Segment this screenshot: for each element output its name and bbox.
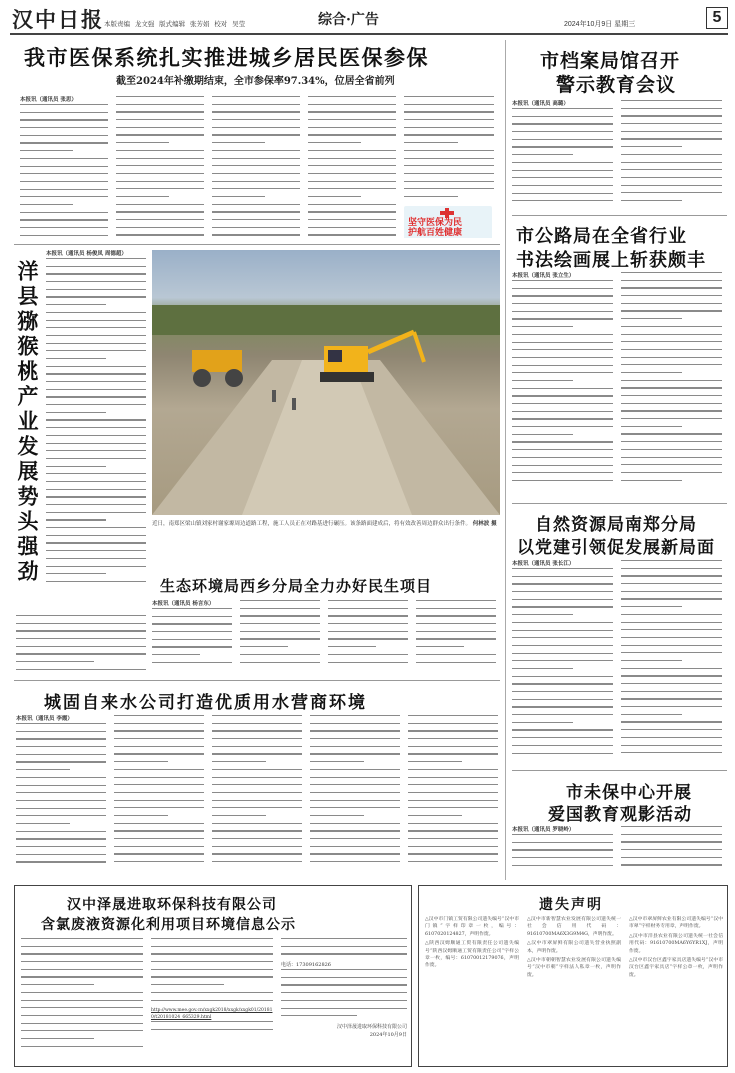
column-divider	[505, 40, 506, 880]
resources-headline-1: 自然资源局南郑分局	[535, 515, 697, 535]
env-notice-url[interactable]: http://www.mee.gov.cn/xxgk2018/xxgk/xxgk01/201810/t20181024_665329.html	[151, 1008, 273, 1021]
roller-icon	[192, 350, 243, 387]
env-notice-body	[21, 938, 407, 1062]
road-construction-photo	[152, 250, 500, 515]
archives-byline: 本报讯（通讯员 高璐）	[512, 101, 569, 107]
section-title: 综合·广告	[318, 12, 379, 28]
archives-body	[512, 100, 722, 210]
lost-notice-item: △汉中市汉台区鑫宇家具店遗失编号“汉中市汉台区鑫宇家具店”字样公章一枚，声明作废。	[629, 958, 723, 978]
nav-item: 张芳娟	[189, 21, 210, 28]
page-number: 5	[706, 7, 728, 29]
newspaper-logo: 汉中日报	[12, 7, 104, 32]
env-notice-title-2: 含氯废液资源化利用项目环境信息公示	[41, 917, 296, 933]
highway-headline-2: 书法绘画展上斩获颇丰	[516, 250, 706, 271]
minors-headline-2: 爱国教育观影活动	[548, 805, 692, 825]
lost-notices-box	[418, 885, 728, 1067]
env-notice-box	[14, 885, 412, 1067]
minors-byline: 本报讯（通讯员 罗晓岭）	[512, 827, 575, 833]
archives-headline-2: 警示教育会议	[556, 74, 677, 96]
ecology-body	[152, 600, 500, 672]
medical-body	[20, 96, 498, 238]
excavator-icon	[320, 332, 424, 382]
env-notice-title-1: 汉中泽晟进取环保科技有限公司	[67, 897, 277, 913]
section-rule	[512, 770, 727, 771]
highway-body	[512, 272, 722, 500]
lost-notice-title: 遗失声明	[539, 897, 603, 913]
insurance-stamp	[404, 206, 492, 238]
section-rule	[512, 215, 727, 216]
resources-headline-2: 以党建引领促发展新局面	[517, 538, 715, 558]
water-body	[16, 715, 500, 875]
water-byline: 本报讯（通讯员 李霞）	[16, 716, 73, 722]
medical-headline: 我市医保系统扎实推进城乡居民医保参保	[24, 45, 429, 70]
lost-notice-item: △汉中市翠屏鲜农业有限公司遗失编号“汉中市翠”字样财务专用章，声明作废。	[629, 917, 723, 930]
lost-notices-list	[425, 916, 723, 1062]
photo-illustration	[152, 250, 500, 515]
section-rule	[14, 680, 500, 681]
section-rule	[14, 244, 500, 245]
lost-notice-item: △汉中市翠屏鲜有限公司遗失营业执照副本，声明作废。	[527, 941, 621, 954]
water-headline: 城固自来水公司打造优质用水营商环境	[44, 693, 367, 713]
lost-notice-item: △汉中市洋县农业有限公司遗失统一社会信用代码：91610700MA6Y6YR1XJ，声明作废。	[629, 933, 723, 954]
nav-item: 本版责编	[104, 21, 130, 28]
highway-byline: 本报讯（通讯员 张立生）	[512, 273, 575, 279]
lost-notice-item: △汉中市门镇工贸有限公司遗失编号“汉中市门镇”字样印章一枚，编号：6107020124827，声明作废。	[425, 917, 519, 937]
resources-body	[512, 560, 722, 770]
medical-byline: 本报讯（通讯员 张思）	[20, 97, 77, 103]
minors-body	[512, 826, 722, 876]
kiwi-body	[46, 250, 146, 610]
nav-item: 吴莹	[232, 21, 246, 28]
lost-notice-item: △陕西汉姆顺通工贸有限责任公司遗失编号“陕西汉姆顺通工贸有限责任公司”字样公章一枚，编号：61070012179076，声明作废。	[425, 941, 519, 969]
highway-headline-1: 市公路局在全省行业	[516, 226, 687, 247]
section-rule	[512, 503, 727, 504]
kiwi-body-cont	[16, 615, 146, 675]
nav-item: 版式编辑	[159, 21, 186, 28]
photo-caption: 近日，南郑区梁山镇刘家村谢家塬周边道路工程，施工人员正在对路基进行碾压。该条路面建成后，将有效改善周边群众出行条件。 何林波 摄	[152, 521, 497, 527]
env-notice-signature: 汉中泽晟进取环保科技有限公司	[336, 1023, 407, 1030]
env-notice-date: 2024年10月9日	[369, 1031, 407, 1038]
editor-nav	[104, 19, 245, 28]
ecology-byline: 本报讯（通讯员 杨言东）	[152, 601, 215, 607]
minors-headline-1: 市未保中心开展	[566, 783, 692, 803]
kiwi-byline: 本报讯（通讯员 杨俊凤 周德超）	[46, 251, 127, 257]
kiwi-headline: 洋县猕猴桃产业发展势头强劲	[15, 260, 40, 585]
stamp-line-1: 坚守医保为民	[408, 217, 463, 228]
issue-date: 2024年10月9日 星期三	[564, 21, 636, 28]
env-notice-phone: 电话：17309162826	[281, 962, 331, 969]
stamp-line-2: 护航百姓健康	[408, 227, 463, 238]
archives-headline-1: 市档案局馆召开	[540, 50, 681, 72]
photo-credit: 何林波 摄	[472, 521, 497, 527]
medical-subtitle: 截至2024年补缴期结束，全市参保率97.34%，位居全省前列	[116, 76, 395, 87]
resources-byline: 本报讯（通讯员 张长江）	[512, 561, 575, 567]
masthead	[0, 0, 735, 34]
ecology-headline: 生态环境局西乡分局全力办好民生项目	[160, 577, 433, 595]
lost-notice-item: △汉中市朝朝智慧农业发展有限公司遗失编号“汉中市朝”字样法人私章一枚，声明作废。	[527, 958, 621, 978]
nav-item: 校对	[214, 21, 228, 28]
lost-notice-item: △汉中市新智慧农业发展有限公司遗失统一社会信用代码：91610700MA6X3G9M4G，声明作废。	[527, 917, 621, 937]
nav-item: 龙文强	[134, 21, 155, 28]
masthead-rule	[10, 33, 728, 35]
cross-icon	[440, 208, 454, 218]
